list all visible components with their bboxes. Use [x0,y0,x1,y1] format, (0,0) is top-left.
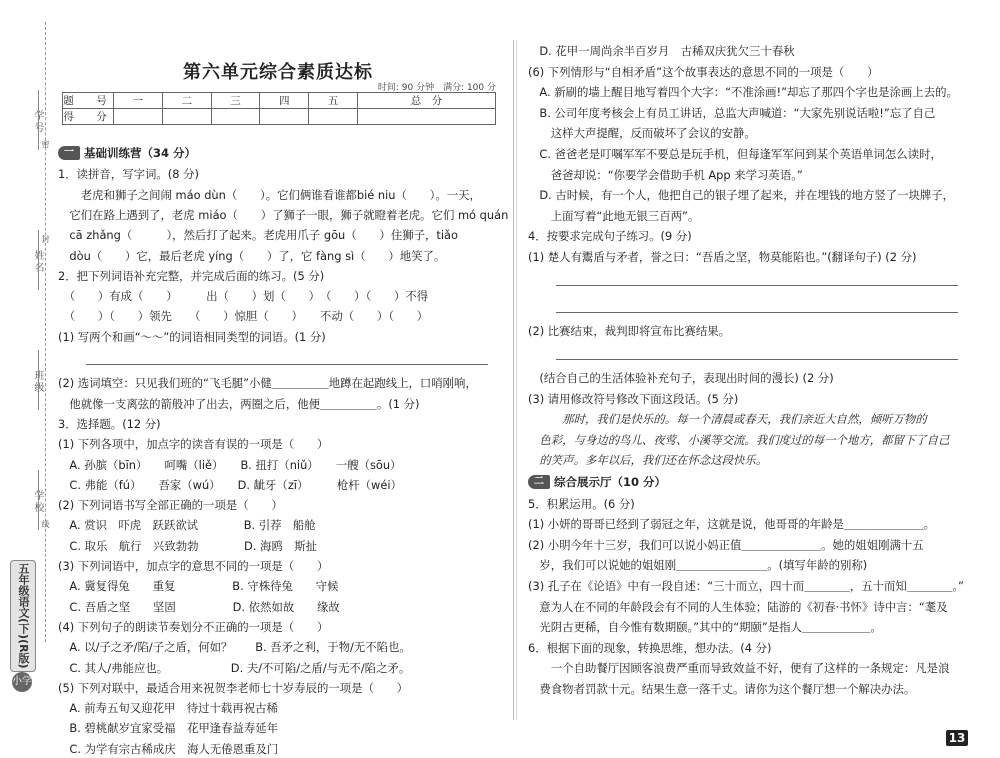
page-number: 13 [946,730,968,746]
question-line: C. 爸爸老是叮嘱军军不要总是玩手机，但每逢军军问到某个英语单词怎么读时， [528,147,942,161]
question-line: 4．按要求完成句子练习。(9 分) [528,229,692,244]
school-underline [38,470,39,530]
brand-text: 五年级语文(下)(R版) [10,560,36,672]
question-line: A. 新刷的墙上醒目地写着四个大字：“不准涂画!”却忘了那四个字也是涂画上去的。 [528,85,958,100]
question-line: A. 前寿五旬又迎花甲 待过十载再祝古稀 [58,701,278,716]
question-line: D. 花甲一周尚余半百岁月 古稀双庆犹欠三十春秋 [528,44,795,58]
question-line: 它们在路上遇到了，老虎 miáo（ ）了狮子一眼，狮子就瞪着老虎。它们 mó quán [58,207,509,222]
answer-line[interactable] [556,285,958,286]
score-cell: 五 [309,93,358,109]
score-input-cell[interactable] [114,109,163,125]
score-cell: 得 分 [63,109,114,125]
score-cell: 二 [162,93,211,109]
score-header-row [63,93,496,109]
question-line: 他就像一支离弦的箭般冲了出去，两圈之后，他便＿＿＿＿＿。(1 分) [58,396,420,411]
question-line: 1．读拼音，写字词。(8 分) [58,167,199,182]
section-heading [58,145,196,161]
question-line: (4) 下列句子的朗读节奏划分不正确的一项是（ ） [58,619,329,634]
question-line: 3．选择题。(12 分) [58,416,161,431]
question-line: (5) 下列对联中，最适合用来祝贺李老师七十岁寿辰的一项是（ ） [58,680,409,695]
question-line: C. 弗能（fú） 吾家（wú） D. 龇牙（zī） 枪杆（wéi） [58,477,402,492]
score-cell: 四 [260,93,309,109]
brand-logo: 小学 [12,672,32,692]
question-line: 意为人在不同的年龄段会有不同的人生体验；陆游的《初春·书怀》诗中言：“耄及 [528,599,948,614]
section-title: 综合展示厅（10 分） [554,475,667,489]
question-line: (2) 小明今年十三岁，我们可以说小妈正值＿＿＿＿＿＿＿。她的姐姐刚满十五 [528,537,924,552]
question-line: A. 孙膑（bīn） 呵嘴（liě） B. 扭打（niǔ） 一艘（sōu） [58,457,402,472]
question-line: (2) 下列词语书写全部正确的一项是（ ） [58,498,283,513]
class-underline [38,350,39,410]
question-line: (2) 选词填空：只见我们班的“飞毛腿”小健＿＿＿＿＿地蹲在起跑线上，口哨刚响， [58,376,477,391]
score-cell: 题 号 [63,93,114,109]
score-input-cell[interactable] [211,109,260,125]
score-value-row [63,109,496,125]
question-line: C. 为学有宗古稀成庆 海人无倦恩重及门 [58,741,279,756]
binding-margin [0,0,52,754]
answer-line[interactable] [86,364,488,365]
seal-char-3: 线 [41,520,50,530]
question-line: 6．根据下面的现象，转换思维，想办法。(4 分) [528,640,772,655]
score-table [62,92,496,125]
student-id-underline [38,90,39,150]
question-line: 岁，我们可以说她的姐姐刚＿＿＿＿＿＿＿＿。(填写年龄的别称) [528,558,868,573]
question-line: (3) 下列词语中，加点字的意思不同的一项是（ ） [58,559,329,573]
score-input-cell[interactable] [309,109,358,125]
question-line: (2) 比赛结束，裁判即将宣布比赛结果。 [528,323,731,338]
time-info: 时间: 90 分钟 满分: 100 分 [377,83,496,93]
section-badge: 二 [528,475,550,489]
section-heading [528,474,666,490]
question-line: A. 以/子之矛/陷/子之盾，何如？ B. 吾矛之利，于物/无不陷也。 [58,640,411,655]
question-line: C. 吾盾之坚 坚固 D. 依然如故 缘故 [58,599,340,614]
question-line: C. 其人/弗能应也。 D. 夫/不可陷/之盾/与无不/陷之矛。 [58,660,411,675]
brand-sticker [10,560,36,700]
section-badge: 一 [58,146,80,160]
question-line: (结合自己的生活体验补充句子，表现出时间的漫长) (2 分) [528,371,834,385]
question-line: A. 冀复得兔 重复 B. 守株待兔 守候 [58,579,339,594]
question-line: 一个自助餐厅因顾客浪费严重而导致效益不好，便有了这样的一条规定：凡是浪 [528,661,950,676]
question-line: dòu（ ）它，最后老虎 yíng（ ）了，它 fàng sì（ ）地笑了。 [58,248,446,263]
question-line: 这样大声提醒，反而破坏了会议的安静。 [528,126,756,141]
score-cell: 三 [211,93,260,109]
question-line: D. 古时候，有一个人，他把自己的银子埋了起来，并在埋钱的地方竖了一块牌子， [528,188,955,203]
answer-line[interactable] [556,312,958,313]
question-line: (1) 小妍的哥哥已经到了弱冠之年，这就是说，他哥哥的年龄是＿＿＿＿＿＿＿。 [528,517,936,532]
question-line: A. 赏识 吓虎 跃跃欲试 B. 引荐 船舱 [58,518,316,533]
question-line: 2．把下列词语补充完整，并完成后面的练习。(5 分) [58,268,325,283]
question-line: (1) 写两个和画“～～”的词语相同类型的词语。(1 分) [58,329,326,344]
question-line: 光阴古更稀，自今惟有数期颐。”其中的“期颐”是指人＿＿＿＿＿＿。 [528,620,882,635]
question-line: 那时，我们是快乐的。每一个清晨或春天，我们亲近大自然，倾听万物的 [528,412,927,427]
question-line: （ ）有成（ ） 出（ ）划（ ） （ ）（ ）不得 [58,289,429,304]
question-line: 费食物者罚款十元。结果生意一落千丈。请你为这个餐厅想一个解决办法。 [528,682,916,696]
seal-char-1: 密 [41,140,50,150]
column-divider [513,40,514,720]
question-line: B. 公司年度考核会上有员工讲话，总监大声喊道：“大家先别说话啦!”忘了自己 [528,105,936,120]
question-line: (1) 下列各项中，加点字的读音有误的一项是（ ） [58,437,329,452]
score-input-cell[interactable] [260,109,309,125]
page-title: 第六单元综合素质达标 [183,62,373,83]
question-line: 色彩，与身边的鸟儿、夜莺、小溪等交流。我们度过的每一个地方，都留下了自己 [528,432,950,447]
column-divider-inner [516,40,517,720]
question-line: 上面写着“此地无银三百两”。 [528,208,700,223]
question-line: (3) 请用修改符号修改下面这段话。(5 分) [528,391,739,406]
left-column [58,0,509,756]
seal-char-2: 封 [41,235,50,245]
question-line: 爸爸却说：“你要学会借助手机 App 来学习英语。” [528,167,803,182]
question-line: C. 取乐 航行 兴致勃勃 D. 海鸥 斯扯 [58,538,318,553]
answer-line[interactable] [556,359,958,360]
question-line: 老虎和狮子之间闹 máo dùn（ ）。它们俩谁看谁都bié niu（ ）。一天， [58,187,481,202]
score-input-cell[interactable] [357,109,495,125]
question-line: (6) 下列情形与“自相矛盾”这个故事表达的意思不同的一项是（ ） [528,64,879,79]
score-cell: 总 分 [357,93,495,109]
question-line: (3) 孔子在《论语》中有一段自述：“三十而立，四十而＿＿＿＿，五十而知＿＿＿＿。” [528,579,964,593]
name-underline [38,230,39,290]
right-column [528,0,968,754]
question-line: (1) 楚人有鬻盾与矛者，誉之曰：“吾盾之坚，物莫能陷也。”(翻译句子) (2 分) [528,250,917,264]
question-line: （ ）（ ）领先 （ ）惊胆（ ） 不动（ ）（ ） [58,309,429,324]
question-line: 5．积累运用。(6 分) [528,496,635,511]
score-cell: 一 [114,93,163,109]
section-title: 基础训练营（34 分） [84,146,197,160]
score-input-cell[interactable] [162,109,211,125]
question-line: B. 碧桃献岁宜家受福 花甲逢春益寿延年 [58,721,279,736]
question-line: 的笑声。多年以后，我们还在怀念这段快乐。 [528,453,768,468]
question-line: cā zhǎng（ ），然后打了起来。老虎用爪子 gōu（ ）住狮子，tiǎo [58,228,458,243]
cut-line [45,22,46,642]
